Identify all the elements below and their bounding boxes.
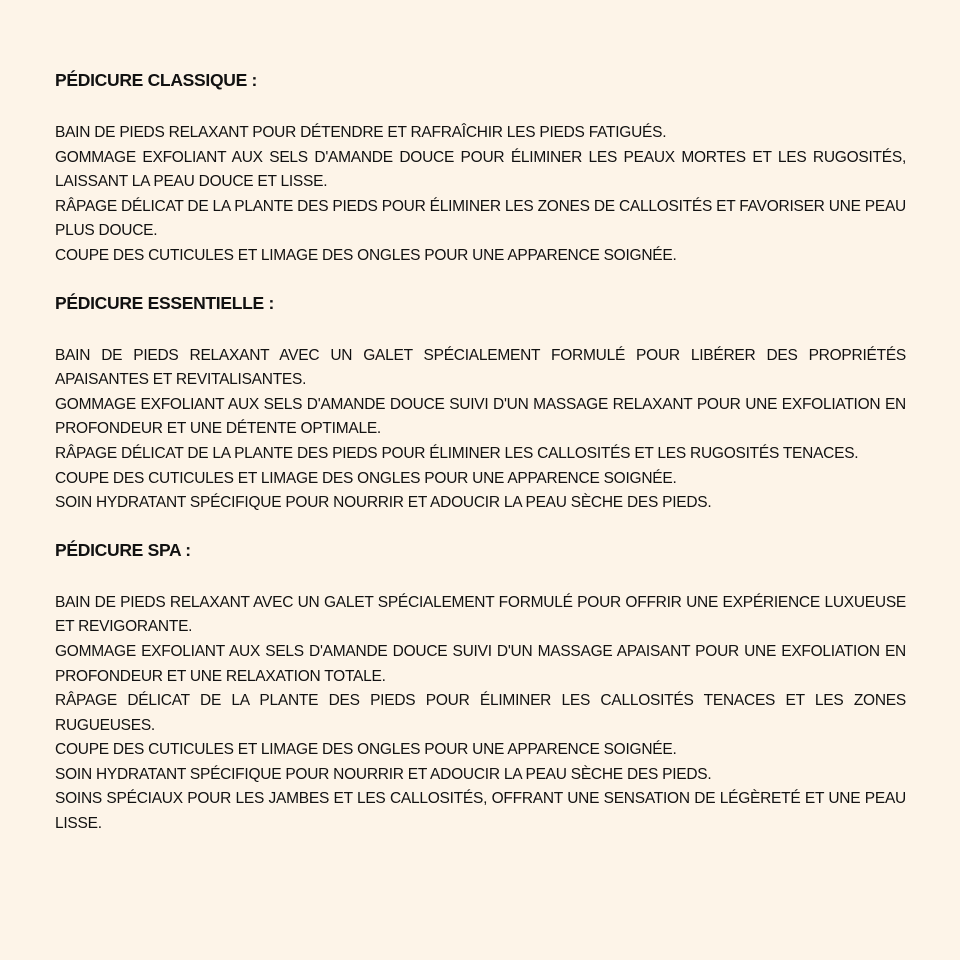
service-list (55, 344, 906, 516)
list-item: SOINS SPÉCIAUX POUR LES JAMBES ET LES CALLOSITÉS, OFFRANT UNE SENSATION DE LÉGÈRETÉ ET UNE PEAU LISSE. (55, 790, 906, 833)
list-item: BAIN DE PIEDS RELAXANT POUR DÉTENDRE ET RAFRAÎCHIR LES PIEDS FATIGUÉS. (55, 124, 667, 141)
list-item: COUPE DES CUTICULES ET LIMAGE DES ONGLES POUR UNE APPARENCE SOIGNÉE. (55, 469, 677, 487)
section-title: PÉDICURE SPA : (55, 539, 191, 560)
service-list (55, 121, 906, 269)
list-item: COUPE DES CUTICULES ET LIMAGE DES ONGLES POUR UNE APPARENCE SOIGNÉE. (55, 741, 677, 759)
list-item: BAIN DE PIEDS RELAXANT AVEC UN GALET SPÉCIALEMENT FORMULÉ POUR LIBÉRER DES PROPRIÉTÉS APAISANTES ET REVITALISANTES. (55, 346, 906, 389)
section-title: PÉDICURE ESSENTIELLE : (55, 292, 274, 313)
section-pedicure-classique (55, 67, 906, 269)
list-item: COUPE DES CUTICULES ET LIMAGE DES ONGLES POUR UNE APPARENCE SOIGNÉE. (55, 246, 677, 264)
list-item: BAIN DE PIEDS RELAXANT AVEC UN GALET SPÉCIALEMENT FORMULÉ POUR OFFRIR UNE EXPÉRIENCE LUXUEUSE ET REVIGORANTE. (55, 593, 906, 636)
list-item: SOIN HYDRATANT SPÉCIFIQUE POUR NOURRIR ET ADOUCIR LA PEAU SÈCHE DES PIEDS. (55, 765, 712, 783)
list-item: RÂPAGE DÉLICAT DE LA PLANTE DES PIEDS POUR ÉLIMINER LES ZONES DE CALLOSITÉS ET FAVORISER UNE PEAU PLUS DOUCE. (55, 197, 906, 240)
section-pedicure-spa (55, 537, 906, 837)
list-item: RÂPAGE DÉLICAT DE LA PLANTE DES PIEDS POUR ÉLIMINER LES CALLOSITÉS ET LES RUGOSITÉS TENACES. (55, 444, 859, 462)
list-item: GOMMAGE EXFOLIANT AUX SELS D'AMANDE DOUCE SUIVI D'UN MASSAGE APAISANT POUR UNE EXFOLIATION EN PROFONDEUR ET UNE RELAXATION TOTALE. (55, 642, 906, 685)
section-pedicure-essentielle (55, 290, 906, 516)
service-list (55, 591, 906, 837)
list-item: RÂPAGE DÉLICAT DE LA PLANTE DES PIEDS POUR ÉLIMINER LES CALLOSITÉS TENACES ET LES ZONES RUGUEUSES. (55, 692, 906, 734)
list-item: SOIN HYDRATANT SPÉCIFIQUE POUR NOURRIR ET ADOUCIR LA PEAU SÈCHE DES PIEDS. (55, 494, 712, 512)
section-title: PÉDICURE CLASSIQUE : (55, 70, 258, 90)
list-item: GOMMAGE EXFOLIANT AUX SELS D'AMANDE DOUCE POUR ÉLIMINER LES PEAUX MORTES ET LES RUGOSITÉS, LAISSANT LA PEAU DOUCE ET LISSE. (55, 148, 906, 191)
list-item: GOMMAGE EXFOLIANT AUX SELS D'AMANDE DOUCE SUIVI D'UN MASSAGE RELAXANT POUR UNE EXFOLIATION EN PROFONDEUR ET UNE DÉTENTE OPTIMALE. (55, 395, 906, 438)
